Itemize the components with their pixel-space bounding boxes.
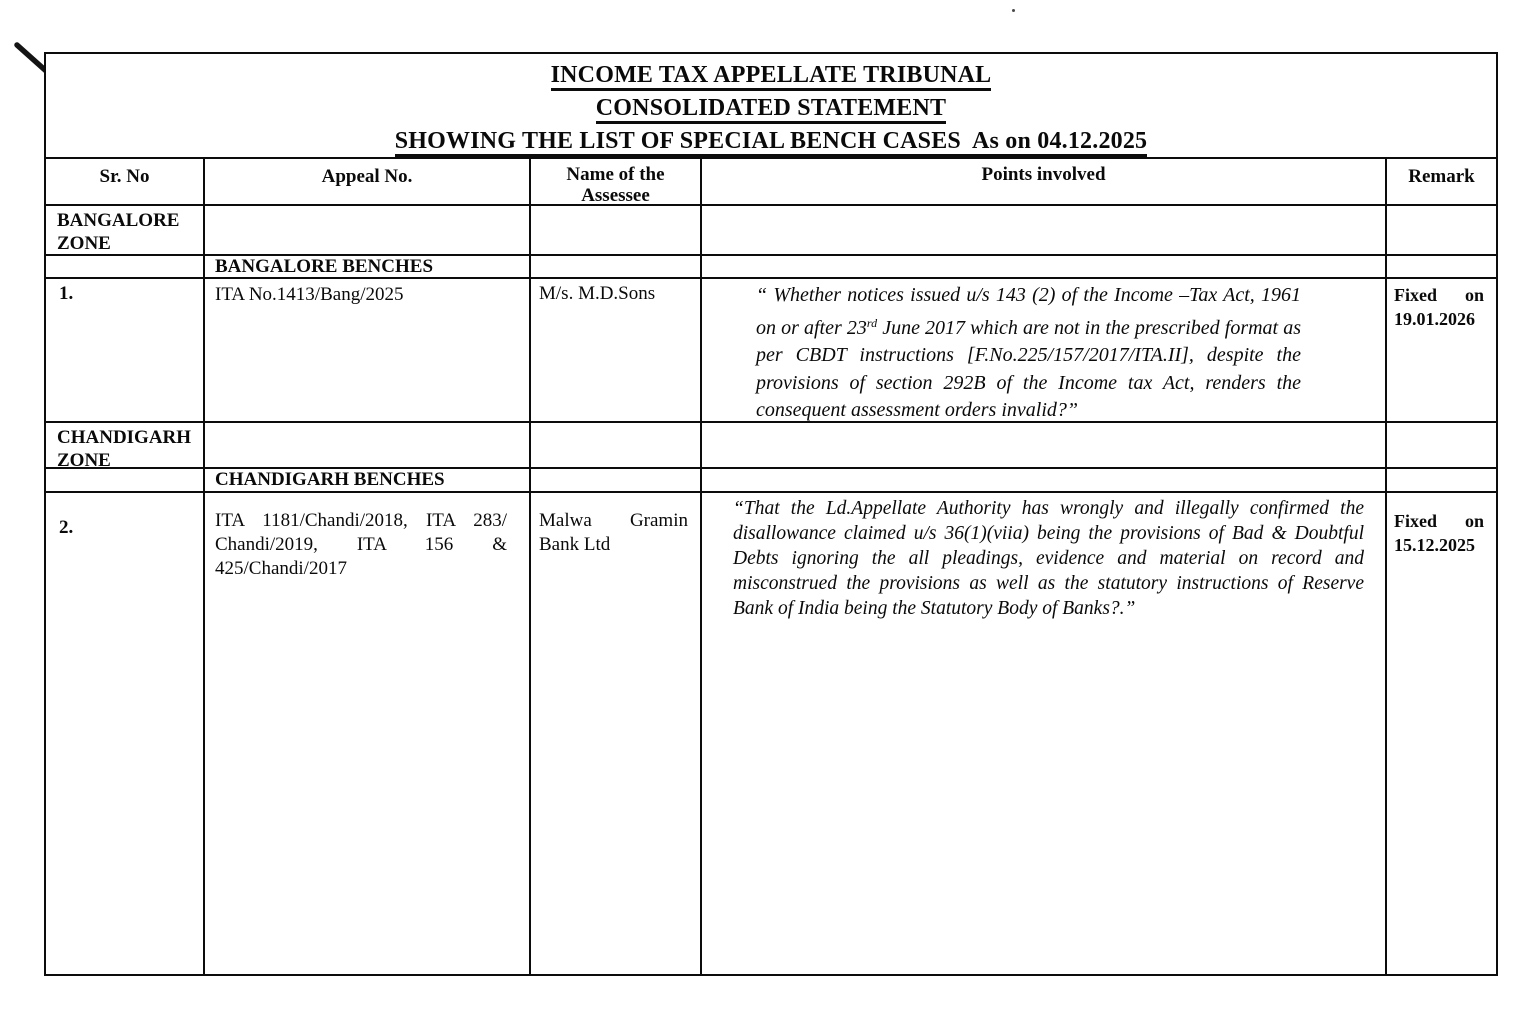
case2-points-involved [702,493,1387,974]
case1-remark-date: 19.01.2026 [1394,309,1475,329]
case2-assessee [531,493,702,974]
header-remark: Remark [1408,166,1475,187]
empty-cell [531,206,702,254]
empty-cell [531,423,702,467]
case1-appeal-no: ITA No.1413/Bang/2025 [205,279,531,421]
header-appeal-no: Appeal No. [205,159,531,204]
case2-remark-on: on [1464,511,1484,531]
document-title-block [46,54,1496,159]
bench-row-chandigarh [46,469,1496,493]
header-points-involved: Points involved [702,159,1387,204]
document-frame [44,52,1498,976]
case2-points-text: “That the Ld.Appellate Authority has wrongly and illegally confirmed the disallowance claimed u/s 36(1)(viia) being the provisions of Bad & Doubtful Debts ignoring the all pleadings, evidence and material on record and misconstrued the provisions as well as the statutory instructions of Reserve Bank of India being the Statutory Body of Banks?.” [733,498,1364,619]
case2-appeal-line: ITA 1181/Chandi/2018, ITA 283/ [215,510,507,531]
case1-remark-fixed: Fixed [1394,285,1437,305]
header-assessee: Name of the Assessee [531,159,702,204]
empty-cell [702,469,1387,491]
zone-row-chandigarh [46,423,1496,469]
case2-assessee-line: Bank Ltd [539,534,611,555]
case2-sr-no: 2. [46,493,205,974]
empty-cell [1387,206,1496,254]
case2-appeal-line: Chandi/2019, ITA 156 & [215,534,507,555]
bench-label-chandigarh: CHANDIGARH BENCHES [205,469,531,491]
case1-sr-no: 1. [46,279,205,421]
zone-row-bangalore [46,206,1496,256]
case1-assessee: M/s. M.D.Sons [531,279,702,421]
case1-points-involved [702,279,1387,421]
bench-label-bangalore: BANGALORE BENCHES [205,256,531,277]
case2-appeal-no [205,493,531,974]
case-row-2 [46,493,1496,974]
empty-cell [205,423,531,467]
title-line-2: CONSOLIDATED STATEMENT [596,95,946,124]
empty-cell [1387,256,1496,277]
case1-points-text: “ Whether notices issued u/s 143 (2) of the Income –Tax Act, 1961 on or after 23 [756,284,1301,339]
bench-row-bangalore [46,256,1496,279]
title-line-1: INCOME TAX APPELLATE TRIBUNAL [551,62,992,91]
cases-table [46,159,1496,974]
header-sr-no: Sr. No [46,159,205,204]
case1-remark [1387,279,1496,421]
case-row-1 [46,279,1496,423]
empty-cell [46,469,205,491]
empty-cell [46,256,205,277]
case1-ordinal-superscript: rd [866,315,878,330]
scan-speck [1012,9,1015,12]
empty-cell [531,469,702,491]
case1-remark-on: on [1464,285,1484,305]
empty-cell [205,206,531,254]
empty-cell [1387,423,1496,467]
empty-cell [702,423,1387,467]
empty-cell [1387,469,1496,491]
empty-cell [531,256,702,277]
case2-remark-date: 15.12.2025 [1394,535,1475,555]
zone-label-chandigarh: CHANDIGARH ZONE [46,423,205,467]
title-line-3: SHOWING THE LIST OF SPECIAL BENCH CASES As on 04.12.2025 [395,128,1148,157]
empty-cell [702,256,1387,277]
case2-remark-fixed: Fixed [1394,511,1437,531]
zone-label-bangalore: BANGALORE ZONE [46,206,205,254]
case2-appeal-line: 425/Chandi/2017 [215,558,347,579]
table-header-row [46,159,1496,206]
empty-cell [702,206,1387,254]
case2-remark [1387,493,1496,974]
case1-points-text: June 2017 which are not in the prescribed format as per CBDT instructions [F.No.225/157/2017/ITA.II], despite the provisions of section 292B of the Income tax Act, renders the consequent assessment orders invalid?” [756,316,1301,421]
case2-assessee-line: Malwa Gramin [539,510,688,531]
